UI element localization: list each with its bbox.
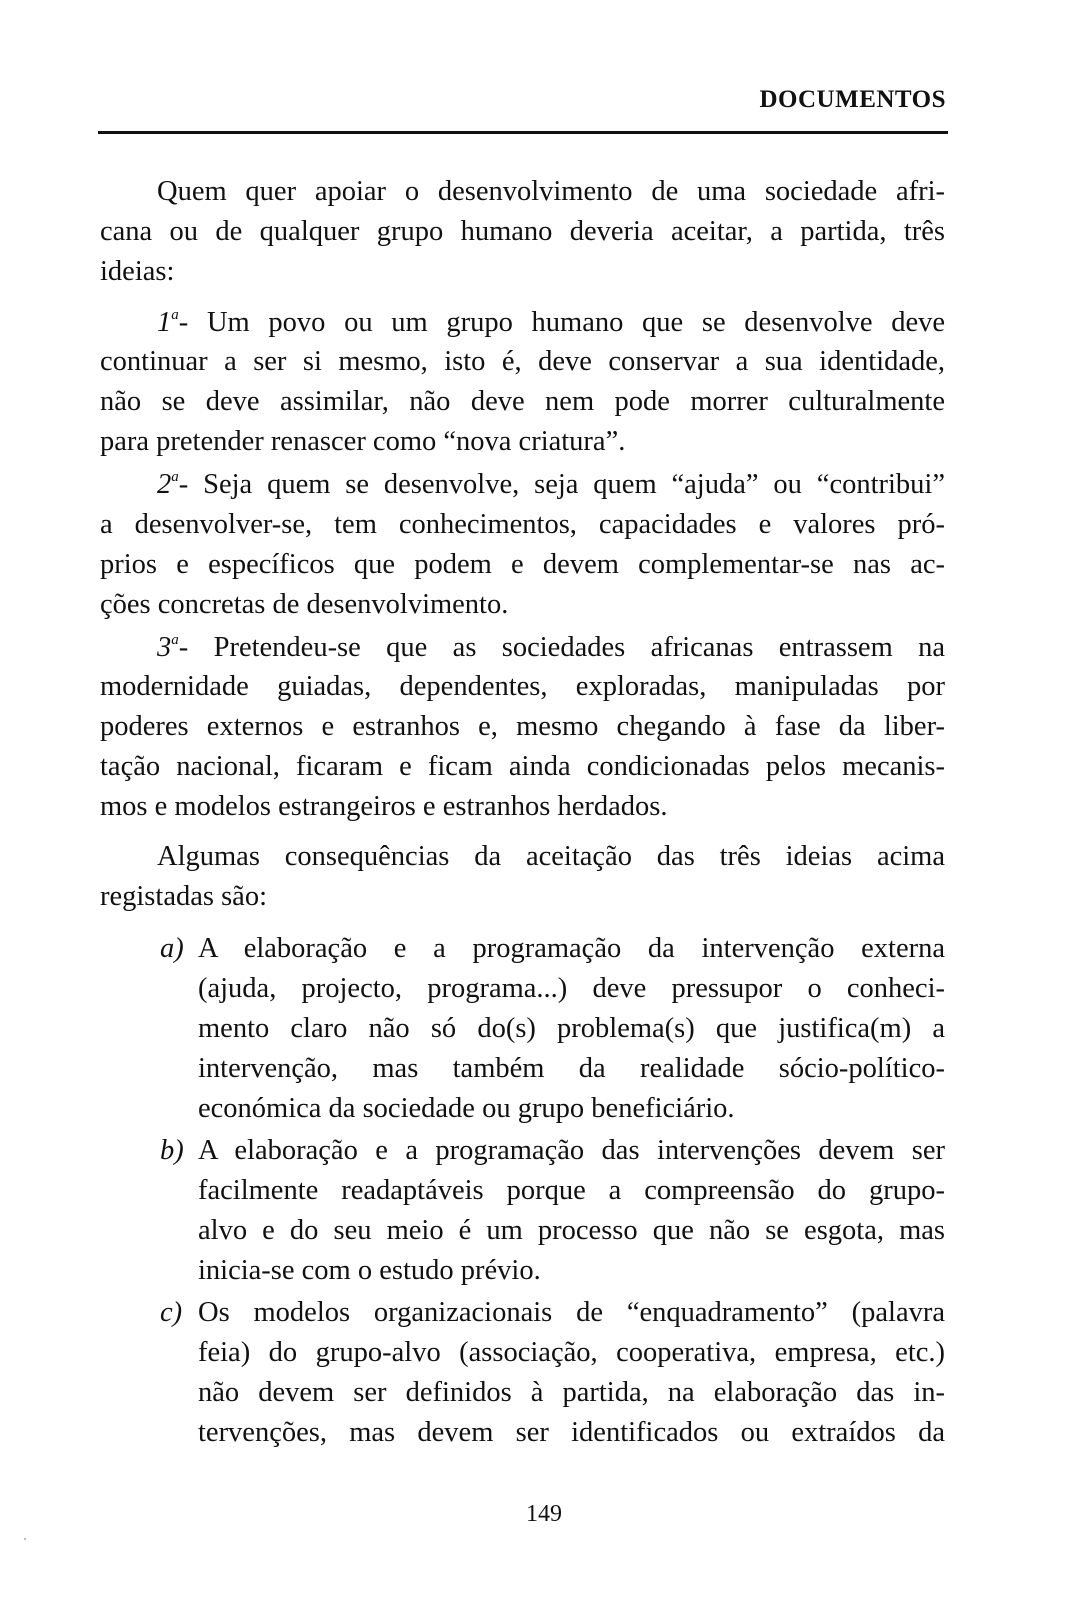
text-line: económica da sociedade ou grupo beneficiário.: [198, 1093, 735, 1124]
idea-number: 1: [157, 307, 172, 338]
text-line: A elaboração e a programação das intervenções devem ser: [198, 1135, 945, 1166]
text-line: mos e modelos estrangeiros e estranhos herdados.: [100, 791, 668, 822]
text-line: Os modelos organizacionais de “enquadramento” (palavra: [198, 1297, 945, 1328]
text-line: mento claro não só do(s) problema(s) que justifica(m) a: [198, 1013, 945, 1044]
list-marker: a): [160, 933, 184, 964]
text-line: ções concretas de desenvolvimento.: [100, 589, 509, 620]
header-rule: [98, 131, 948, 134]
text-line: intervenção, mas também da realidade sócio-político-: [198, 1053, 945, 1084]
scan-speck: [24, 1538, 26, 1540]
text-line: (ajuda, projecto, programa...) deve pressupor o conheci-: [198, 973, 945, 1004]
text-line: não se deve assimilar, não deve nem pode morrer culturalmente: [100, 386, 945, 417]
list-marker: b): [160, 1135, 184, 1166]
dash: -: [178, 307, 189, 338]
text-line: inicia-se com o estudo prévio.: [198, 1255, 541, 1286]
text-line: poderes externos e estranhos e, mesmo chegando à fase da liber-: [100, 711, 945, 742]
line-text: Seja quem se desenvolve, seja quem “ajuda” ou “contribui”: [188, 469, 945, 500]
line-text: Um povo ou um grupo humano que se desenvolve deve: [188, 307, 945, 338]
page-number: 149: [526, 1501, 562, 1527]
text-line: feia) do grupo-alvo (associação, cooperativa, empresa, etc.): [198, 1337, 945, 1368]
text-line: a desenvolver-se, tem conhecimentos, capacidades e valores pró-: [100, 509, 945, 540]
dash: -: [178, 469, 189, 500]
text-line: tação nacional, ficaram e ficam ainda condicionadas pelos mecanis-: [100, 751, 945, 782]
text-line: prios e específicos que podem e devem complementar-se nas ac-: [100, 549, 945, 580]
text-line: cana ou de qualquer grupo humano deveria aceitar, a partida, três: [100, 216, 945, 247]
text-line: [157, 470, 945, 500]
text-line: A elaboração e a programação da intervenção externa: [198, 933, 945, 964]
idea-number: 3: [157, 632, 172, 663]
text-line: registadas são:: [100, 881, 267, 912]
text-line: [157, 308, 945, 338]
text-line: Quem quer apoiar o desenvolvimento de uma sociedade afri-: [157, 176, 945, 207]
dash: -: [178, 632, 189, 663]
text-line: ideias:: [100, 256, 175, 287]
text-line: tervenções, mas devem ser identificados ou extraídos da: [198, 1417, 945, 1448]
text-line: modernidade guiadas, dependentes, exploradas, manipuladas por: [100, 671, 945, 702]
text-line: Algumas consequências da aceitação das três ideias acima: [157, 841, 945, 872]
text-line: não devem ser definidos à partida, na elaboração das in-: [198, 1377, 945, 1408]
text-line: para pretender renascer como “nova criatura”.: [100, 426, 626, 457]
ordinal-suffix: a: [171, 632, 179, 648]
list-marker: c): [160, 1297, 183, 1328]
text-line: facilmente readaptáveis porque a compreensão do grupo-: [198, 1175, 945, 1206]
text-line: alvo e do seu meio é um processo que não se esgota, mas: [198, 1215, 945, 1246]
running-head: DOCUMENTOS: [759, 86, 946, 113]
ordinal-suffix: a: [171, 469, 179, 485]
text-line: [157, 633, 945, 663]
ordinal-suffix: a: [171, 307, 179, 323]
idea-number: 2: [157, 469, 172, 500]
line-text: Pretendeu-se que as sociedades africanas entrassem na: [188, 632, 945, 663]
text-line: continuar a ser si mesmo, isto é, deve conservar a sua identidade,: [100, 346, 945, 377]
